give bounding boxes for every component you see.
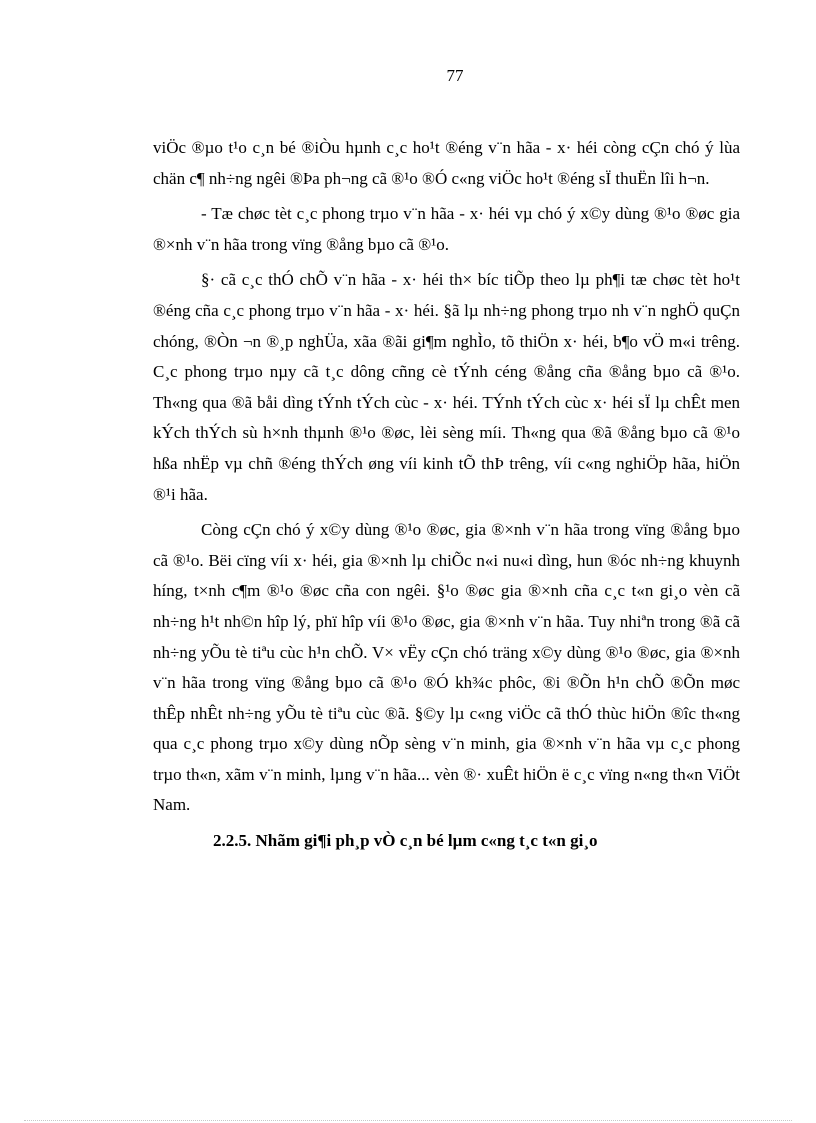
paragraph-1: viÖc ®µo t¹o c¸n bé ®iÒu hµnh c¸c ho¹t ®éng v¨n hãa - x· héi còng cÇn chó ý lùa chän c¶ nh÷ng ngêi ®Þa ph¬ng cã ®¹o ®Ó c«ng viÖc ho¹t ®éng sÏ thuËn lîi h¬n. bbox=[153, 138, 740, 188]
page-bottom-divider bbox=[24, 1120, 792, 1121]
paragraph-4: Còng cÇn chó ý x©y dùng ®¹o ®øc, gia ®×nh v¨n hãa trong vïng ®ång bµo cã ®¹o. Bëi cïng víi x· héi, gia ®×nh lµ chiÕc n«i nu«i dìng, hun ®óc nh÷ng khuynh híng, t×nh c¶m ®¹o ®øc cña con ngêi. §¹o ®øc gia ®×nh cña c¸c t«n gi¸o vèn cã nh÷ng h¹t nh©n hîp lý, phï hîp víi ®¹o ®øc, gia ®×nh v¨n hãa. Tuy nhiªn trong ®ã cã nh÷ng yÕu tè tiªu cùc h¹n chÕ. V× vËy cÇn chó träng x©y dùng ®¹o ®øc, gia ®×nh v¨n hãa trong vïng ®ång bµo cã ®¹o ®Ó kh¾c phôc, ®i ®Õn h¹n chÕ ®Õn møc thÊp nhÊt nh÷ng yÕu tè tiªu cùc ®ã. §©y lµ c«ng viÖc cã thÓ thùc hiÖn ®îc th«ng qua c¸c phong trµo x©y dùng nÕp sèng v¨n minh, gia ®×nh v¨n hãa vµ c¸c phong trµo th«n, xãm v¨n minh, lµng v¨n hãa... vèn ®· xuÊt hiÖn ë c¸c vïng n«ng th«n ViÖt Nam. bbox=[153, 520, 740, 815]
paragraph-3: §· cã c¸c thÓ chÕ v¨n hãa - x· héi th× bíc tiÕp theo lµ ph¶i tæ chøc tèt ho¹t ®éng cña c¸c phong trµo v¨n hãa - x· héi. §ã lµ nh÷ng phong trµo nh v¨n nghÖ quÇn chóng, ®Òn ¬n ®¸p nghÜa, xãa ®ãi gi¶m nghÌo, tõ thiÖn x· héi, b¶o vÖ m«i trêng. C¸c phong trµo nµy cã t¸c dông cñng cè tÝnh céng ®ång cña ®ång bµo cã ®¹o. Th«ng qua ®ã båi dìng tÝnh tÝch cùc - x· héi. TÝnh tÝch cùc x· héi sÏ lµ chÊt men kÝch thÝch sù h×nh thµnh ®¹o ®øc, lèi sèng míi. Th«ng qua ®ã ®ång bµo cã ®¹o hßa nhËp vµ chñ ®éng thÝch øng víi kinh tÕ thÞ trêng, víi c«ng nghiÖp hãa, hiÖn ®¹i hãa. bbox=[153, 270, 740, 504]
body-text bbox=[153, 133, 740, 862]
paragraph-2: - Tæ chøc tèt c¸c phong trµo v¨n hãa - x· héi vµ chó ý x©y dùng ®¹o ®øc gia ®×nh v¨n hãa trong vïng ®ång bµo cã ®¹o. bbox=[153, 204, 740, 254]
page-number: 77 bbox=[446, 66, 464, 85]
section-heading: 2.2.5. Nhãm gi¶i ph¸p vÒ c¸n bé lµm c«ng t¸c t«n gi¸o bbox=[213, 831, 598, 851]
